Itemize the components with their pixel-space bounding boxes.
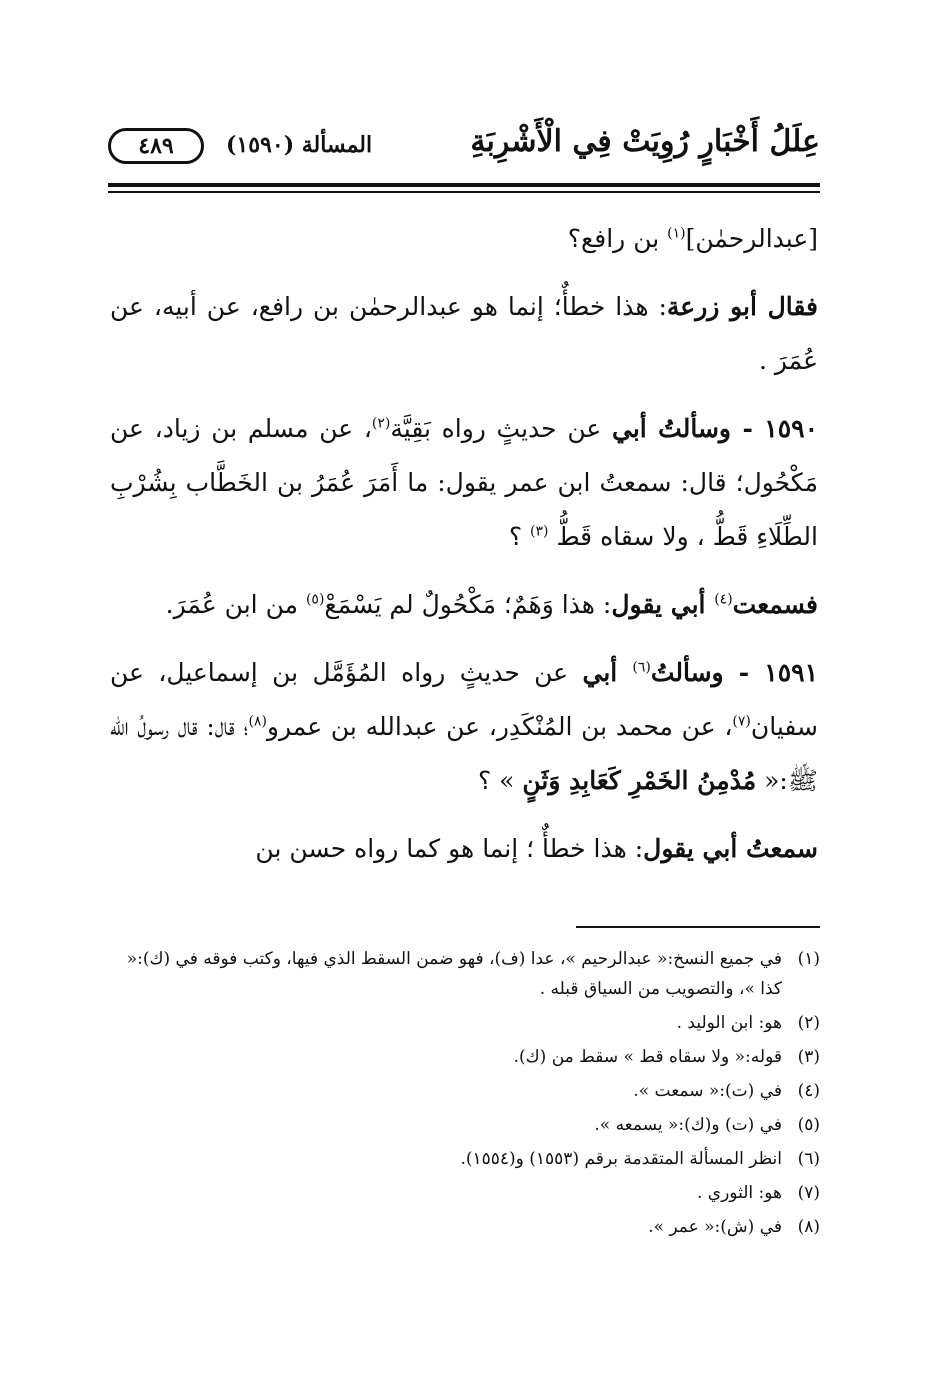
footnote-item	[110, 1178, 820, 1208]
footnote-item	[110, 1212, 820, 1242]
page-number: ٤٨٩	[138, 133, 174, 159]
speaker-lead: سمعتُ أبي يقول	[643, 834, 818, 863]
footnote-text: في جميع النسخ:« عبدالرحيم »، عدا (ف)، فهو ضمن السقط الذي فيها، وكتب فوقه في (ك):« كذا »، والتصويب من السياق قبله .	[126, 949, 782, 999]
speaker-lead: فقال أبو زرعة	[666, 292, 818, 321]
text-run: ؛ قال: قال رسولُ الله ﷺ:«	[110, 712, 818, 795]
footnote-number: (٦)	[797, 1149, 820, 1169]
paragraph-1	[110, 212, 818, 266]
issue-1591	[110, 646, 818, 808]
footnote-text: في (ش):« عمر ».	[648, 1217, 782, 1237]
footnote-ref: (٨)	[248, 713, 267, 730]
footnote-text: في (ت) و(ك):« يسمعه ».	[594, 1115, 782, 1135]
footnote-number: (٢)	[797, 1013, 820, 1033]
footnote-text: انظر المسألة المتقدمة برقم (١٥٥٣) و(١٥٥٤).	[460, 1149, 782, 1169]
footnotes	[110, 944, 820, 1246]
footnote-separator	[576, 926, 820, 928]
footnote-ref: (٥)	[305, 591, 325, 608]
text-run: بن رافع؟	[567, 224, 668, 253]
main-text	[110, 212, 818, 876]
page-number-badge	[108, 128, 204, 164]
footnote-item	[110, 1110, 820, 1140]
footnote-ref: (٤)	[714, 591, 733, 608]
speaker-lead: أبي يقول	[611, 590, 715, 619]
text-run: ، عن محمد بن المُنْكَدِر، عن عبدالله بن عمرو	[266, 712, 733, 741]
footnote-text: قوله:« ولا سقاه قط » سقط من (ك).	[513, 1047, 782, 1067]
footnote-number: (٣)	[797, 1047, 820, 1067]
footnote-number: (٤)	[797, 1081, 820, 1101]
header-rule-thick	[108, 183, 820, 187]
issue-1590	[110, 402, 818, 564]
text-run: عن حديثٍ رواه المُؤَمَّل بن إسماعيل، عن سفيان	[110, 658, 818, 741]
issue-lead: أبي	[582, 658, 633, 687]
footnote-ref: (١)	[667, 225, 686, 242]
footnote-item	[110, 1042, 820, 1072]
footnote-ref: (٣)	[530, 523, 549, 540]
issue-lead: ١٥٩١ - وسألتُ	[650, 658, 818, 687]
header-rule-thin	[108, 191, 820, 193]
text-run: » ؟	[477, 766, 523, 795]
chapter-title: عِلَلُ أَخْبَارٍ رُوِيَتْ فِي الْأَشْرِبَةِ	[470, 124, 820, 159]
footnote-item	[110, 1076, 820, 1106]
text-run: : هذا خطأٌ؛ إنما هو عبدالرحمٰن بن رافع، عن أبيه، عن عُمَرَ .	[110, 292, 818, 375]
footnote-item	[110, 1144, 820, 1174]
text-run: : هذا خطأٌ ؛ إنما هو كما رواه حسن بن	[255, 834, 644, 863]
text-run: من ابن عُمَرَ.	[165, 590, 306, 619]
issue-label: المسألة (١٥٩٠)	[226, 132, 373, 158]
issue-lead: ١٥٩٠ - وسألتُ أبي	[611, 414, 818, 443]
text-run: ؟	[508, 522, 531, 551]
footnote-number: (٧)	[797, 1183, 820, 1203]
text-run: : هذا وَهَمٌ؛ مَكْحُولٌ لم يَسْمَعْ	[324, 590, 612, 619]
hadith-text: مُدْمِنُ الخَمْرِ كَعَابِدِ وَثَنٍ	[522, 766, 757, 795]
footnote-number: (٥)	[797, 1115, 820, 1135]
paragraph-answer-1590	[110, 578, 818, 632]
footnote-text: هو: ابن الوليد .	[676, 1013, 782, 1033]
speaker-lead: فسمعت	[732, 590, 818, 619]
footnote-item	[110, 944, 820, 1004]
footnote-text: هو: الثوري .	[696, 1183, 782, 1203]
footnote-text: في (ت):« سمعت ».	[633, 1081, 782, 1101]
footnote-number: (٨)	[797, 1217, 820, 1237]
running-header	[108, 120, 820, 182]
footnote-ref: (٢)	[371, 415, 391, 432]
footnote-number: (١)	[797, 949, 820, 969]
text-run: [عبدالرحمٰن]	[685, 224, 818, 253]
text-run: عن حديثٍ رواه بَقِيَّة	[390, 414, 612, 443]
footnote-ref: (٧)	[732, 713, 751, 730]
text-run: ، عن مسلم بن زياد، عن مَكْحُول؛ قال: سمعتُ ابن عمر يقول: ما أَمَرَ عُمَرُ بن الخَطَّاب بِشُرْبِ الطِّلَاءِ قَطُّ ، ولا سقاه قَطُّ	[110, 414, 818, 551]
footnote-ref: (٦)	[632, 659, 651, 676]
footnote-item	[110, 1008, 820, 1038]
paragraph-answer-1591	[110, 822, 818, 876]
paragraph-2	[110, 280, 818, 388]
